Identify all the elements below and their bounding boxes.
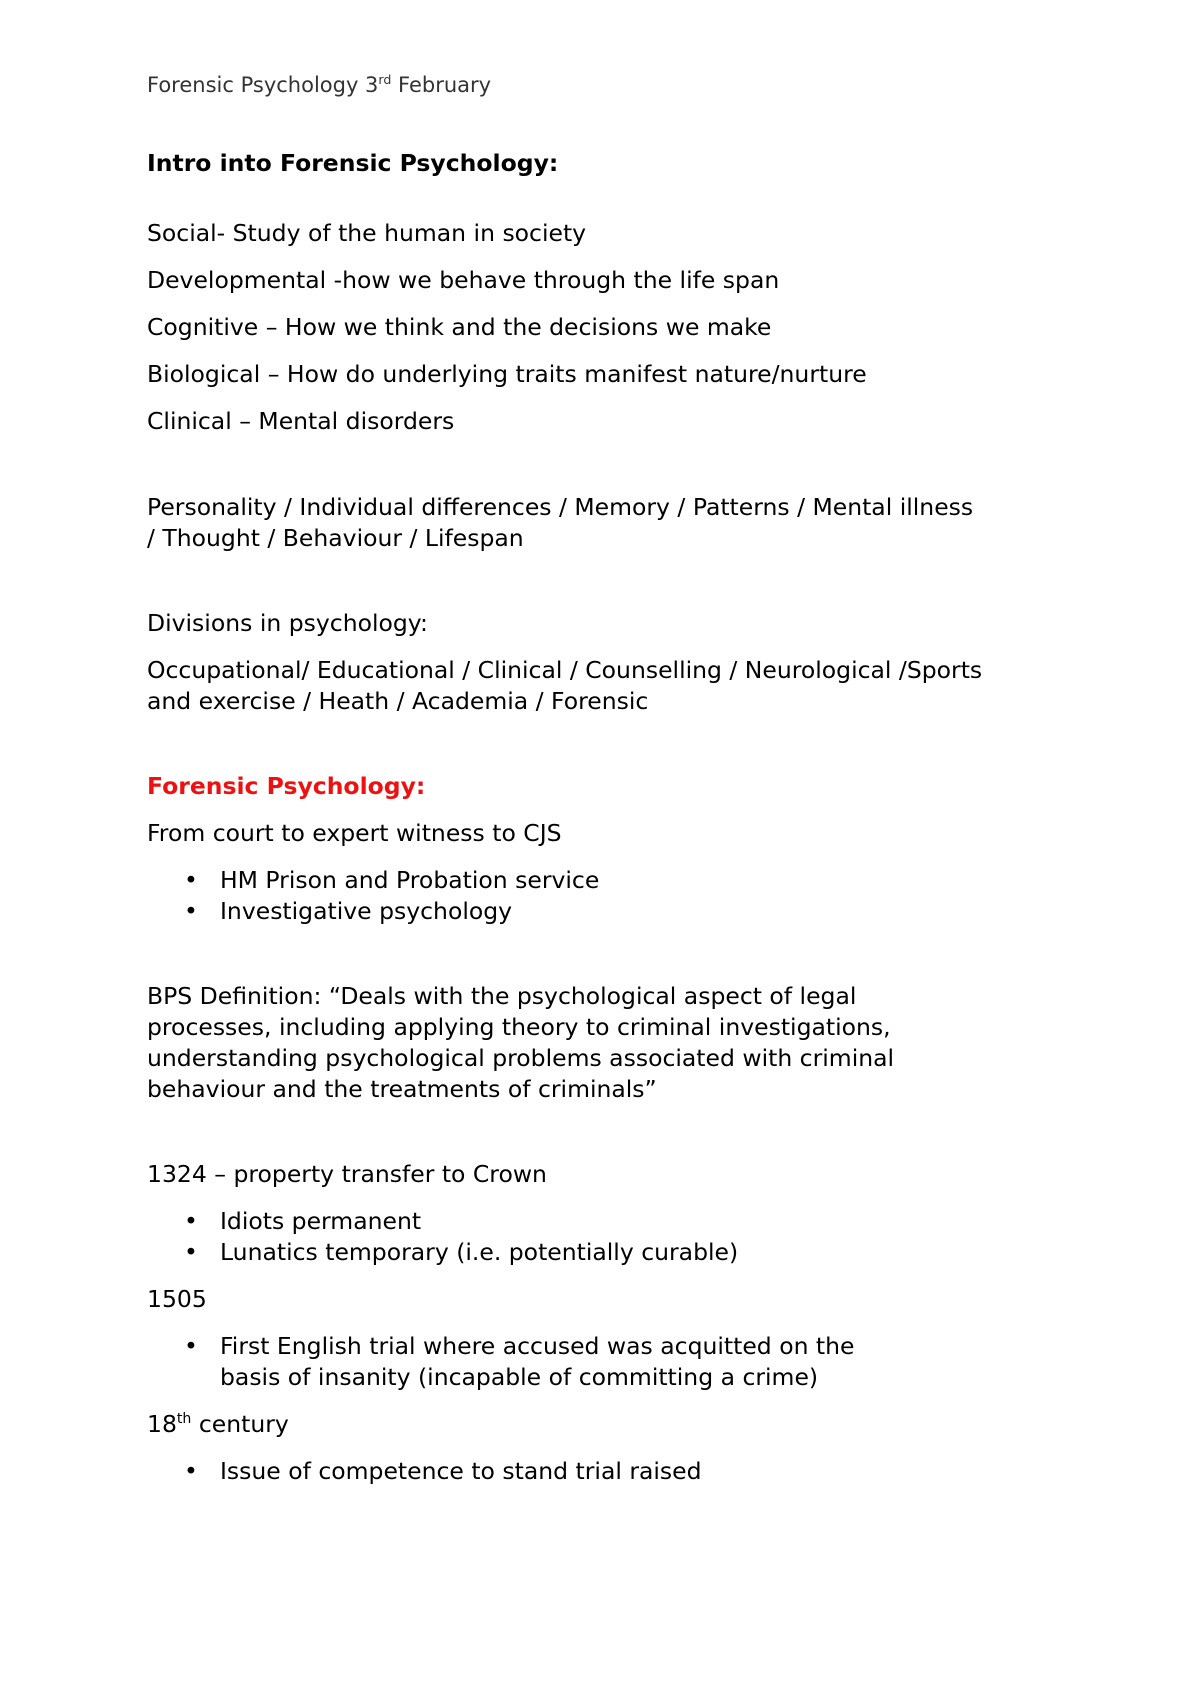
area-line: Developmental -how we behave through the life span	[147, 266, 780, 294]
forensic-heading: Forensic Psychology:	[147, 772, 426, 800]
timeline-18th-title	[147, 1409, 1047, 1440]
timeline-18th-superscript: th	[176, 1410, 192, 1427]
timeline-18th-suffix: century	[191, 1410, 289, 1438]
list-item-text: Investigative psychology	[220, 897, 513, 925]
areas-list	[147, 218, 1047, 437]
area-line: Clinical – Mental disorders	[147, 407, 455, 435]
bullet-icon: •	[184, 1332, 198, 1360]
spacer	[147, 195, 1047, 218]
intro-heading: Intro into Forensic Psychology:	[147, 149, 559, 177]
timeline-1324-title: 1324 – property transfer to Crown	[147, 1160, 547, 1188]
list-item	[147, 896, 1047, 927]
list-item	[147, 1237, 1047, 1268]
area-line: Cognitive – How we think and the decisions we make	[147, 313, 772, 341]
list-item	[147, 1331, 907, 1393]
list-item-text: First English trial where accused was acquitted on the basis of insanity (incapable of committing a crime)	[220, 1332, 855, 1391]
header-text-suffix: February	[391, 73, 492, 97]
timeline-1505-bullets	[147, 1331, 907, 1393]
timeline-18th-bullets	[147, 1456, 1047, 1487]
area-line: Social- Study of the human in society	[147, 219, 587, 247]
divisions-paragraph: Occupational/ Educational / Clinical / Counselling / Neurological /Sports and exercise / Heath / Academia / Forensic	[147, 656, 983, 715]
timeline-18th-number: 18	[147, 1410, 177, 1438]
spacer	[147, 943, 1047, 981]
spacer	[147, 453, 1047, 492]
area-line: Biological – How do underlying traits manifest nature/nurture	[147, 360, 867, 388]
bps-definition: BPS Definition: “Deals with the psychological aspect of legal processes, including applying theory to criminal investigations, understanding psychological problems associated with criminal behaviour and the treatments of criminals”	[147, 982, 895, 1103]
timeline-1505-title: 1505	[147, 1285, 207, 1313]
header-superscript: rd	[378, 71, 392, 87]
list-item	[147, 865, 1047, 896]
bullet-icon: •	[184, 897, 198, 925]
list-item-text: HM Prison and Probation service	[220, 866, 600, 894]
document-body	[147, 70, 1047, 1503]
spacer	[147, 733, 1047, 771]
list-item	[147, 1206, 1047, 1237]
topics-paragraph: Personality / Individual differences / Memory / Patterns / Mental illness / Thought / Behaviour / Lifespan	[147, 493, 974, 552]
header-text: Forensic Psychology 3	[147, 73, 379, 97]
list-item-text: Lunatics temporary (i.e. potentially curable)	[220, 1238, 739, 1266]
bullet-icon: •	[184, 1207, 198, 1235]
spacer	[147, 570, 1047, 608]
timeline-1324-bullets	[147, 1206, 1047, 1268]
list-item-text: Issue of competence to stand trial raised	[220, 1457, 702, 1485]
forensic-bullets	[147, 865, 1047, 927]
bullet-icon: •	[184, 1457, 198, 1485]
list-item-text: Idiots permanent	[220, 1207, 422, 1235]
forensic-intro: From court to expert witness to CJS	[147, 819, 562, 847]
list-item	[147, 1456, 1047, 1487]
bullet-icon: •	[184, 1238, 198, 1266]
spacer	[147, 1121, 1047, 1159]
divisions-label: Divisions in psychology:	[147, 609, 428, 637]
page-header	[147, 70, 1047, 100]
bullet-icon: •	[184, 866, 198, 894]
